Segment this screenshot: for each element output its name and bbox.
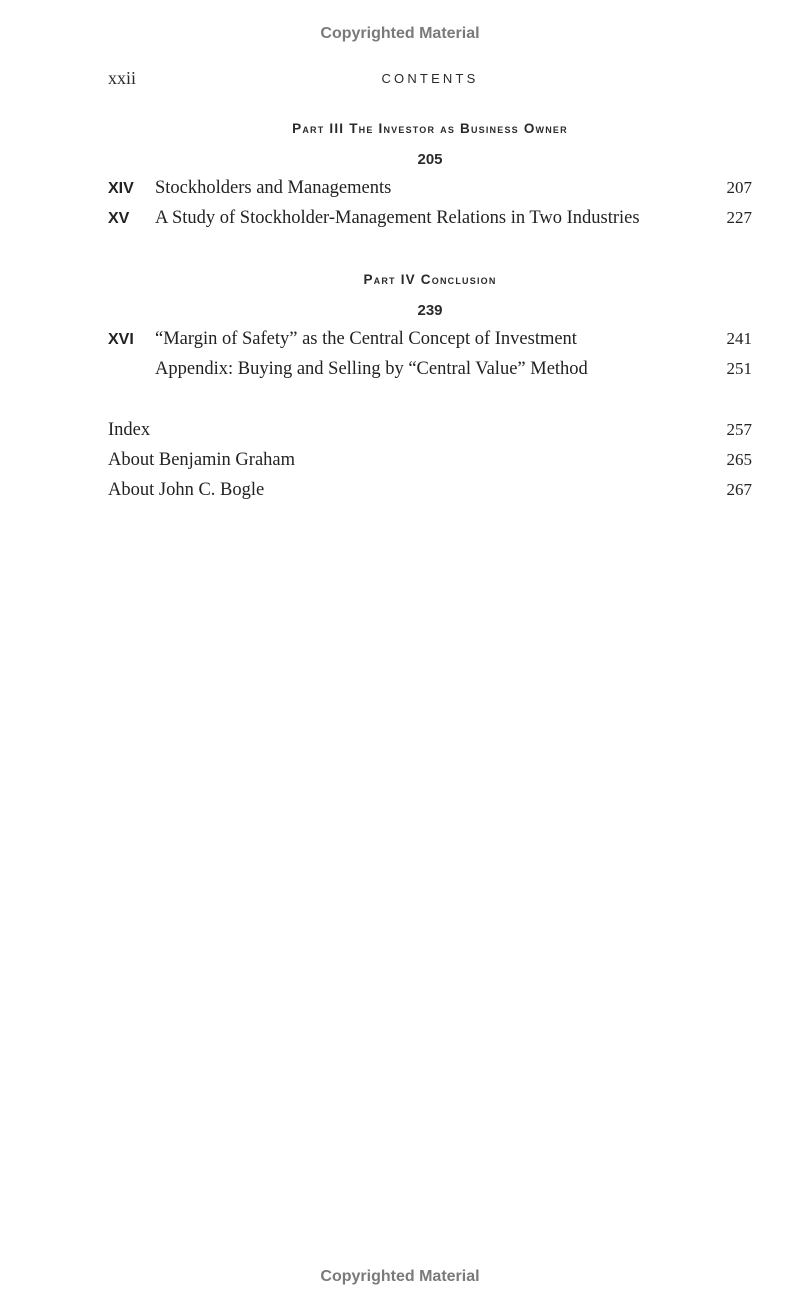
chapter-page: 251 <box>726 359 752 378</box>
part-page-part-iii: 205 <box>417 151 443 168</box>
toc-entry-index[interactable] <box>108 420 752 446</box>
chapter-page: 227 <box>726 208 752 227</box>
back-matter-page: 257 <box>726 420 752 439</box>
chapter-title: Stockholders and Managements <box>155 178 392 198</box>
chapter-number: XV <box>108 210 130 227</box>
copyright-watermark-top: Copyrighted Material <box>320 25 480 42</box>
back-matter-title: About John C. Bogle <box>108 480 265 500</box>
copyright-watermark-bottom: Copyrighted Material <box>320 1268 480 1285</box>
back-matter-page: 267 <box>726 480 752 499</box>
chapter-title: A Study of Stockholder-Management Relations in Two Industries <box>155 208 640 228</box>
chapter-title: Appendix: Buying and Selling by “Central Value” Method <box>155 359 588 379</box>
chapter-number: XIV <box>108 180 134 197</box>
toc-entry-about-benjamin-graham[interactable] <box>108 450 752 476</box>
part-page-part-iv: 239 <box>417 302 443 319</box>
chapter-title: “Margin of Safety” as the Central Concept of Investment <box>155 329 577 349</box>
toc-entry-appendix[interactable] <box>108 359 752 385</box>
toc-entry-about-john-c-bogle[interactable] <box>108 480 752 506</box>
back-matter-page: 265 <box>726 450 752 469</box>
part-heading-part-iv: Part IV Conclusion <box>363 272 497 287</box>
chapter-page: 241 <box>726 329 752 348</box>
back-matter-title: About Benjamin Graham <box>108 450 296 470</box>
part-heading-part-iii: Part III The Investor as Business Owner <box>292 121 568 136</box>
running-title: CONTENTS <box>381 71 479 86</box>
back-matter-title: Index <box>108 420 151 440</box>
toc-entry-xv[interactable] <box>108 208 752 234</box>
running-head <box>108 68 752 92</box>
page-folio: xxii <box>108 68 137 88</box>
toc-entry-xvi[interactable] <box>108 329 752 355</box>
chapter-number: XVI <box>108 331 134 348</box>
toc-entry-xiv[interactable] <box>108 178 752 204</box>
chapter-page: 207 <box>726 178 752 197</box>
